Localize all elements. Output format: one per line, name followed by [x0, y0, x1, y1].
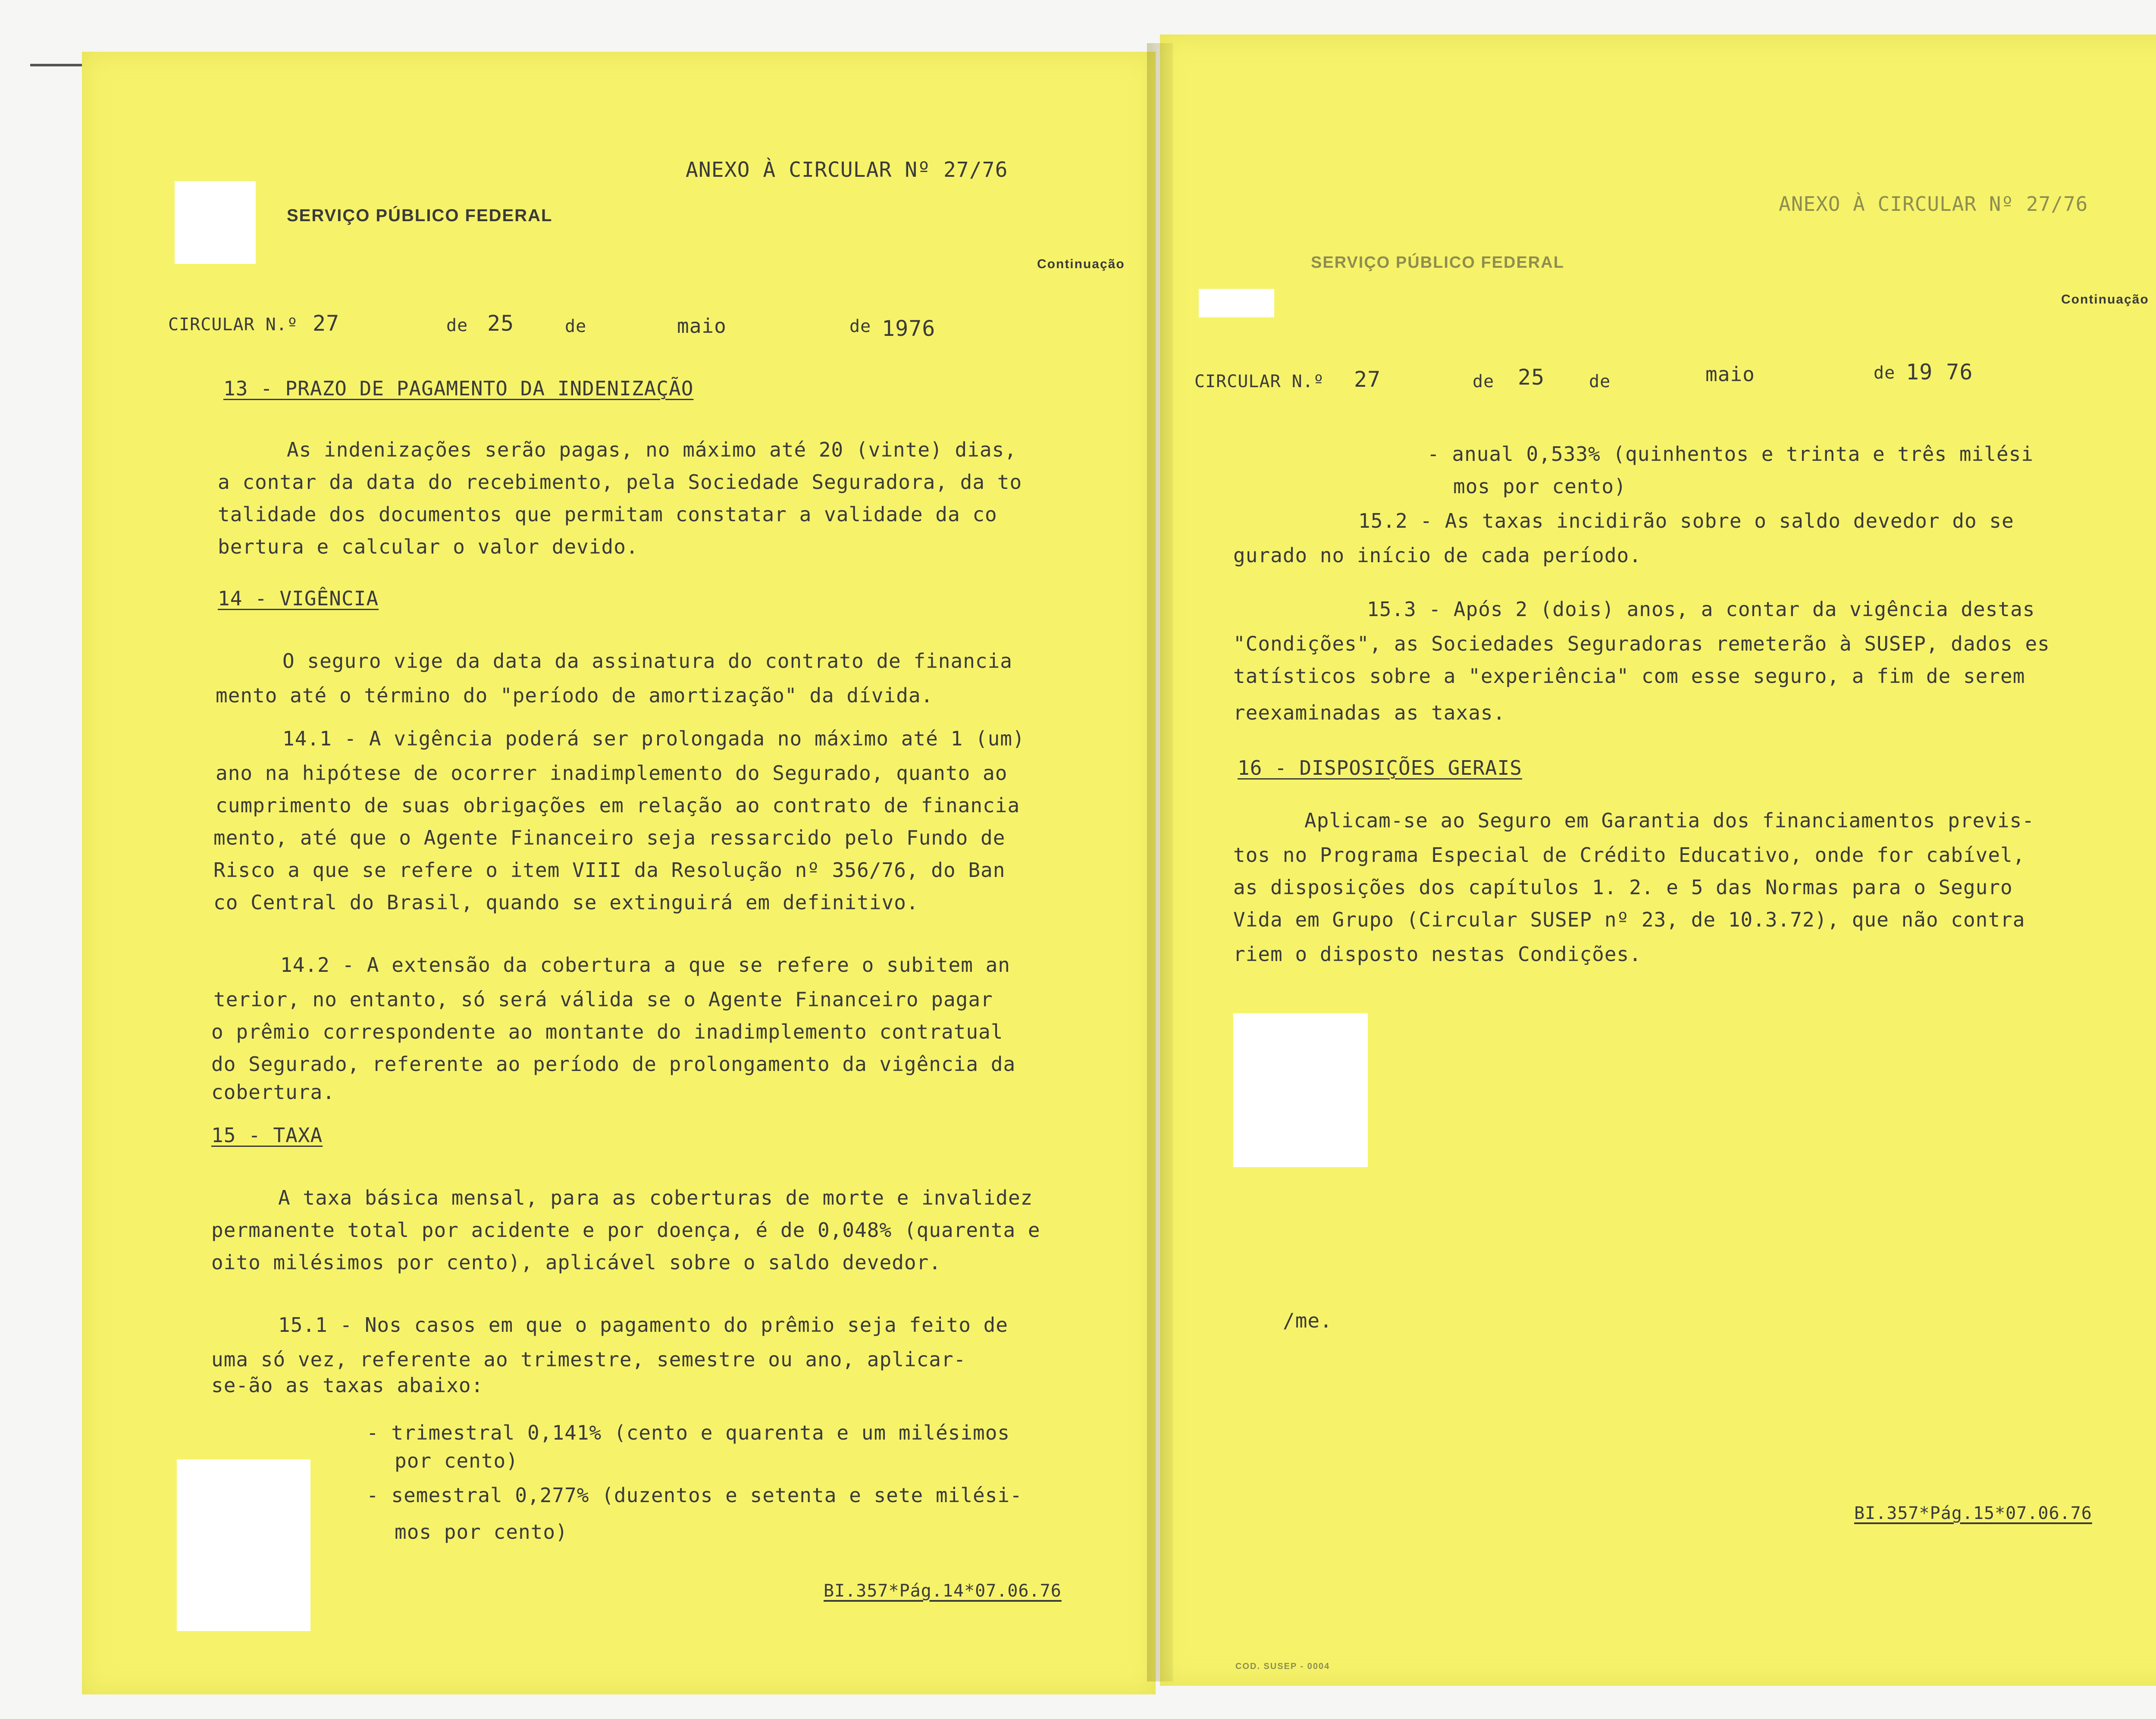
- left-service-header: SERVIÇO PÚBLICO FEDERAL: [287, 206, 553, 225]
- s14-2-line: cobertura.: [211, 1080, 335, 1104]
- left-page-footer: BI.357*Pág.14*07.06.76: [824, 1581, 1062, 1601]
- section-14-title: 14 - VIGÊNCIA: [218, 587, 379, 610]
- left-coat-of-arms-redacted: [175, 181, 256, 264]
- rate-annual: - anual 0,533% (quinhentos e trinta e três milési: [1427, 442, 2034, 466]
- s15-3-line: 15.3 - Após 2 (dois) anos, a contar da vigência destas: [1367, 598, 2035, 621]
- s14-1-line: mento, até que o Agente Financeiro seja ressarcido pelo Fundo de: [213, 826, 1006, 849]
- circular-year: 1976: [882, 316, 936, 341]
- right-signature-redacted: [1233, 1013, 1368, 1167]
- s14-line: O seguro vige da data da assinatura do contrato de financia: [282, 649, 1012, 673]
- circular-de: de: [849, 316, 871, 336]
- page-gutter: [1147, 43, 1173, 1681]
- rate-annual-cont: mos por cento): [1453, 475, 1626, 498]
- section-16-title: 16 - DISPOSIÇÕES GERAIS: [1238, 756, 1522, 780]
- s15-3-line: reexaminadas as taxas.: [1233, 701, 1506, 724]
- s14-1-line: Risco a que se refere o item VIII da Resolução nº 356/76, do Ban: [213, 858, 1006, 882]
- circular-de: de: [1589, 372, 1611, 391]
- s13-line: bertura e calcular o valor devido.: [218, 535, 639, 558]
- section-13-title: 13 - PRAZO DE PAGAMENTO DA INDENIZAÇÃO: [223, 377, 694, 400]
- s14-2-line: terior, no entanto, só será válida se o Agente Financeiro pagar: [213, 988, 993, 1011]
- s16-line: Vida em Grupo (Circular SUSEP nº 23, de 10.3.72), que não contra: [1233, 908, 2025, 931]
- s15-1-line: uma só vez, referente ao trimestre, semestre ou ano, aplicar-: [211, 1348, 966, 1371]
- left-annex-header: ANEXO À CIRCULAR Nº 27/76: [686, 158, 1008, 182]
- rate-quarterly: - trimestral 0,141% (cento e quarenta e um milésimos: [367, 1421, 1010, 1444]
- s15-1-line: se-ão as taxas abaixo:: [211, 1374, 484, 1397]
- right-continuation: Continuação: [2061, 292, 2149, 307]
- rate-semiannual: - semestral 0,277% (duzentos e setenta e sete milési-: [367, 1484, 1022, 1507]
- s14-1-line: cumprimento de suas obrigações em relação ao contrato de financia: [216, 794, 1020, 817]
- s14-line: mento até o término do "período de amortização" da dívida.: [216, 684, 934, 707]
- right-service-header: SERVIÇO PÚBLICO FEDERAL: [1311, 254, 1564, 272]
- circular-de: de: [565, 316, 587, 336]
- right-emblem-redacted: [1199, 289, 1274, 317]
- s13-line: a contar da data do recebimento, pela Sociedade Seguradora, da to: [218, 470, 1022, 494]
- s13-line: As indenizações serão pagas, no máximo até 20 (vinte) dias,: [287, 438, 1017, 461]
- circular-day: 25: [1518, 365, 1545, 390]
- circular-label: CIRCULAR N.º: [168, 315, 298, 335]
- circular-number: 27: [1354, 367, 1381, 392]
- left-bottom-redacted: [177, 1459, 310, 1631]
- s15-1-line: 15.1 - Nos casos em que o pagamento do prêmio seja feito de: [278, 1313, 1008, 1337]
- s16-line: as disposições dos capítulos 1. 2. e 5 das Normas para o Seguro: [1233, 876, 2013, 899]
- circular-month: maio: [1705, 363, 1755, 386]
- circular-day: 25: [487, 311, 514, 336]
- rate-quarterly-cont: por cento): [395, 1449, 518, 1472]
- s16-line: tos no Programa Especial de Crédito Educativo, onde for cabível,: [1233, 843, 2025, 867]
- s15-2-line: gurado no início de cada período.: [1233, 544, 1642, 567]
- right-annex-header: ANEXO À CIRCULAR Nº 27/76: [1779, 192, 2088, 216]
- typist-initials: /me.: [1283, 1309, 1332, 1332]
- s14-1-line: 14.1 - A vigência poderá ser prolongada no máximo até 1 (um): [282, 727, 1025, 750]
- s14-2-line: 14.2 - A extensão da cobertura a que se refere o subitem an: [280, 953, 1010, 977]
- print-imprint: COD. SUSEP - 0004: [1235, 1662, 1330, 1671]
- s16-line: Aplicam-se ao Seguro em Garantia dos financiamentos previs-: [1304, 809, 2034, 832]
- left-continuation: Continuação: [1037, 257, 1125, 271]
- s13-line: talidade dos documentos que permitam constatar a validade da co: [218, 503, 997, 526]
- circular-de: de: [446, 316, 468, 335]
- s15-line: permanente total por acidente e por doença, é de 0,048% (quarenta e: [211, 1218, 1040, 1242]
- s16-line: riem o disposto nestas Condições.: [1233, 942, 1642, 966]
- circular-month: maio: [677, 314, 727, 338]
- s15-2-line: 15.2 - As taxas incidirão sobre o saldo devedor do se: [1358, 509, 2014, 532]
- right-page-footer: BI.357*Pág.15*07.06.76: [1854, 1503, 2092, 1523]
- scan-edge-mark: [30, 64, 82, 66]
- s14-1-line: ano na hipótese de ocorrer inadimplemento do Segurado, quanto ao: [216, 761, 1008, 785]
- circular-de: de: [1874, 363, 1896, 383]
- s14-2-line: do Segurado, referente ao período de prolongamento da vigência da: [211, 1052, 1016, 1076]
- circular-year: 19 76: [1906, 360, 1973, 385]
- s14-2-line: o prêmio correspondente ao montante do inadimplemento contratual: [211, 1020, 1003, 1043]
- rate-semiannual-cont: mos por cento): [395, 1520, 568, 1544]
- s14-1-line: co Central do Brasil, quando se extinguirá em definitivo.: [213, 891, 919, 914]
- circular-number: 27: [313, 311, 340, 336]
- s15-3-line: tatísticos sobre a "experiência" com esse seguro, a fim de serem: [1233, 664, 2025, 688]
- section-15-title: 15 - TAXA: [211, 1124, 323, 1147]
- circular-de: de: [1473, 372, 1495, 391]
- s15-line: oito milésimos por cento), aplicável sobre o saldo devedor.: [211, 1251, 941, 1274]
- s15-line: A taxa básica mensal, para as coberturas de morte e invalidez: [278, 1186, 1033, 1209]
- s15-3-line: "Condições", as Sociedades Seguradoras remeterão à SUSEP, dados es: [1233, 632, 2050, 655]
- circular-label: CIRCULAR N.º: [1194, 372, 1324, 391]
